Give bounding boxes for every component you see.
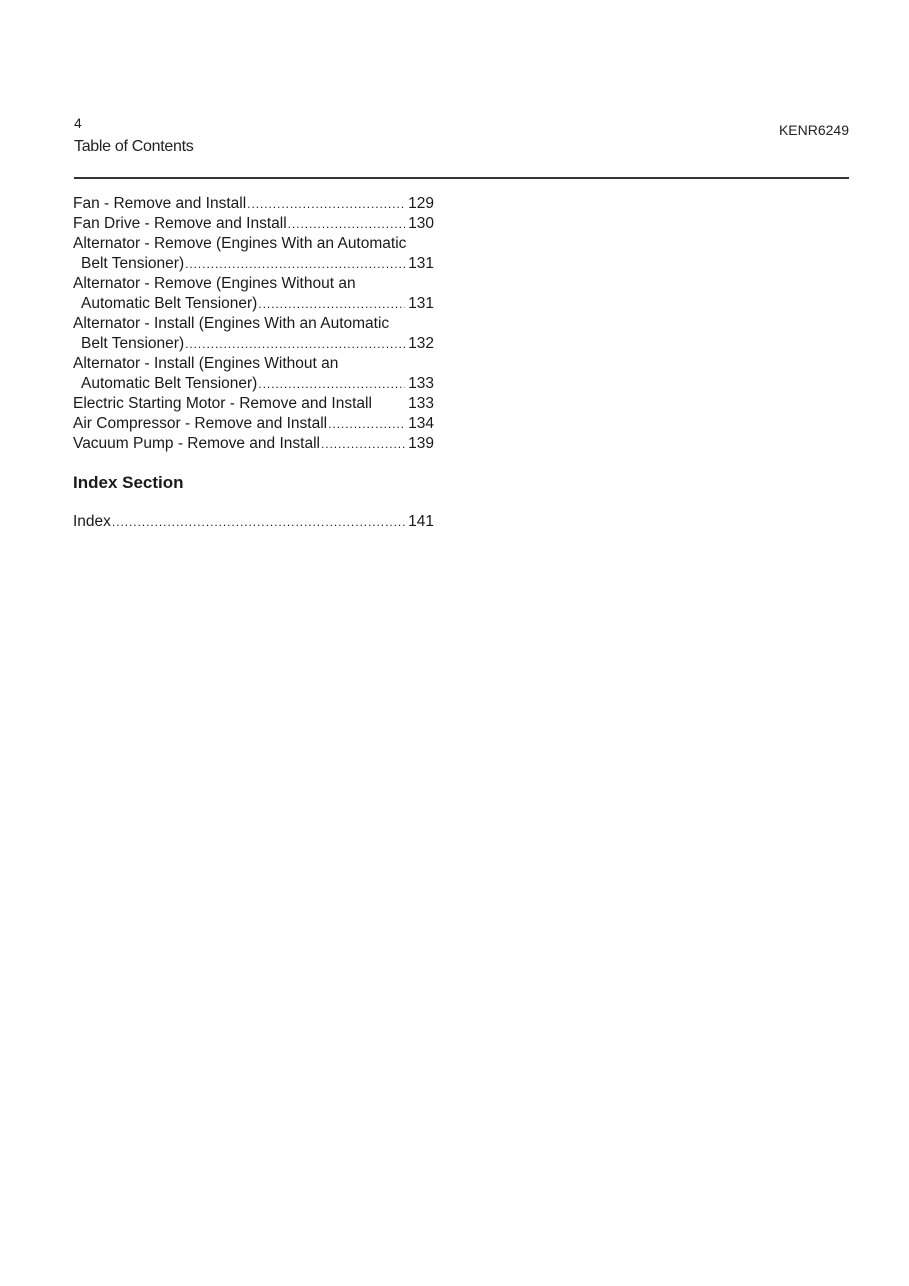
dot-leader: [247, 194, 405, 214]
document-id: KENR6249: [778, 122, 849, 138]
toc-entry-air-compressor[interactable]: [73, 414, 434, 434]
toc-entry-alternator-install-without[interactable]: [73, 354, 434, 394]
toc-entry-title-continued: Automatic Belt Tensioner): [81, 375, 258, 392]
toc-entry-fan[interactable]: [73, 194, 434, 214]
dot-leader: [185, 334, 405, 354]
dot-leader: [185, 254, 405, 274]
page-number: 4: [74, 115, 82, 131]
toc-entry-title-continued: Belt Tensioner): [81, 335, 185, 352]
toc-entry-page: 134: [408, 415, 434, 432]
toc-entry-title-continued: Belt Tensioner): [81, 255, 185, 272]
toc-entry-fan-drive[interactable]: [73, 214, 434, 234]
toc-entry-alternator-remove-without[interactable]: [73, 274, 434, 314]
toc-entry-page: 139: [408, 435, 434, 452]
dot-leader: [112, 512, 405, 532]
toc-entry-title: Alternator - Install (Engines With an Automatic: [73, 315, 390, 332]
toc-entry-page: 133: [408, 395, 434, 412]
dot-leader: [328, 414, 405, 434]
table-of-contents: [73, 194, 434, 532]
running-title: Table of Contents: [74, 138, 194, 155]
toc-entry-index[interactable]: [73, 512, 434, 532]
toc-entry-title: Alternator - Remove (Engines With an Automatic: [73, 235, 407, 252]
dot-leader: [258, 374, 405, 394]
toc-entry-title: Alternator - Remove (Engines Without an: [73, 275, 356, 292]
section-heading-index: Index Section: [73, 473, 184, 492]
toc-entry-title: Electric Starting Motor - Remove and Install: [73, 395, 372, 412]
toc-entry-title: Air Compressor - Remove and Install: [73, 415, 328, 432]
toc-entry-alternator-remove-with[interactable]: [73, 234, 434, 274]
toc-entry-page: 141: [408, 513, 434, 530]
toc-entry-alternator-install-with[interactable]: [73, 314, 434, 354]
toc-entry-page: 131: [408, 295, 434, 312]
toc-entry-title: Alternator - Install (Engines Without an: [73, 355, 339, 372]
toc-entry-page: 130: [408, 215, 434, 232]
dot-leader: [321, 434, 405, 454]
toc-entry-starting-motor[interactable]: [73, 394, 434, 414]
dot-leader: [258, 294, 405, 314]
toc-entry-page: 131: [408, 255, 434, 272]
toc-entry-page: 129: [408, 195, 434, 212]
dot-leader: [288, 214, 405, 234]
toc-entry-title: Fan Drive - Remove and Install: [73, 215, 287, 232]
toc-entry-page: 133: [408, 375, 434, 392]
header-rule: [74, 177, 849, 179]
toc-entry-page: 132: [408, 335, 434, 352]
toc-entry-vacuum-pump[interactable]: [73, 434, 434, 454]
toc-entry-title-continued: Automatic Belt Tensioner): [81, 295, 258, 312]
toc-entry-title: Fan - Remove and Install: [73, 195, 247, 212]
toc-entry-title: Vacuum Pump - Remove and Install: [73, 435, 320, 452]
toc-entry-title: Index: [73, 513, 111, 530]
